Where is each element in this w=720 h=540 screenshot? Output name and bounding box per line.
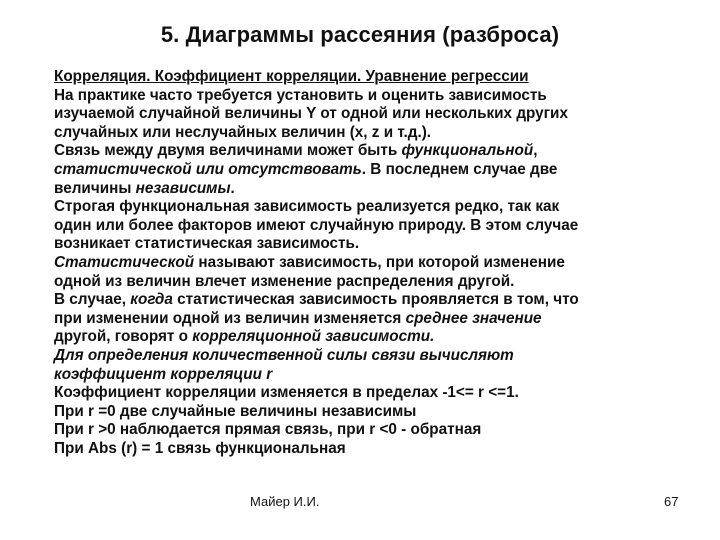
text-line: изучаемой случайной величины Y от одной или нескольких других: [54, 105, 568, 123]
text-fragment: статистическая зависимость проявляется в том, что: [172, 291, 579, 309]
text-line: При r >0 наблюдается прямая связь, при r <0 - обратная: [54, 421, 482, 439]
italic-term: функциональной: [401, 142, 534, 160]
text-fragment: ,: [533, 142, 538, 160]
italic-term: корреляционной зависимости.: [192, 328, 435, 346]
italic-term: Статистической: [54, 253, 195, 271]
page-number: 67: [664, 494, 679, 509]
text-line: [54, 310, 694, 329]
italic-term: когда: [130, 291, 173, 309]
text-fragment: величины: [54, 179, 136, 197]
text-fragment: .: [230, 179, 235, 197]
text-fragment: другой, говорят о: [54, 328, 193, 346]
text-line: один или более факторов имеют случайную природу. В этом случае: [54, 216, 579, 234]
text-line: При r =0 две случайные величины независимы: [54, 402, 417, 420]
text-line: [54, 180, 694, 199]
footer-author: Майер И.И.: [250, 494, 320, 509]
text-fragment: при изменении одной из величин изменяется: [54, 309, 406, 327]
text-line: [54, 291, 694, 310]
text-line: Коэффициент корреляции изменяется в пределах -1<= r <=1.: [54, 384, 519, 402]
slide-body: [54, 68, 694, 458]
text-fragment: называют зависимость, при которой изменение: [194, 253, 565, 271]
text-line: Строгая функциональная зависимость реализуется редко, так как: [54, 198, 560, 216]
text-line: [54, 161, 694, 180]
italic-term: статистической или отсутствовать: [54, 160, 362, 178]
text-fragment: Связь между двумя величинами может быть: [54, 142, 402, 160]
text-line: коэффициент корреляции r: [54, 365, 273, 383]
text-fragment: . В последнем случае две: [361, 160, 558, 178]
text-line: На практике часто требуется установить и оценить зависимость: [54, 86, 547, 104]
italic-term: независимы: [135, 179, 231, 197]
text-line: одной из величин влечет изменение распределения другой.: [54, 272, 515, 290]
text-line: Для определения количественной силы связи вычисляют: [54, 346, 514, 364]
slide-title: 5. Диаграммы рассеяния (разброса): [160, 22, 560, 47]
subtitle-line: Корреляция. Коэффициент корреляции. Уравнение регрессии: [54, 68, 529, 85]
text-line: [54, 328, 694, 347]
text-fragment: В случае,: [54, 291, 131, 309]
text-line: При Abs (r) = 1 связь функциональная: [54, 439, 346, 457]
text-line: [54, 254, 694, 273]
text-line: возникает статистическая зависимость.: [54, 235, 360, 253]
text-line: [54, 142, 694, 161]
italic-term: среднее значение: [405, 309, 542, 327]
text-line: случайных или неслучайных величин (x, z и т.д.).: [54, 123, 432, 141]
